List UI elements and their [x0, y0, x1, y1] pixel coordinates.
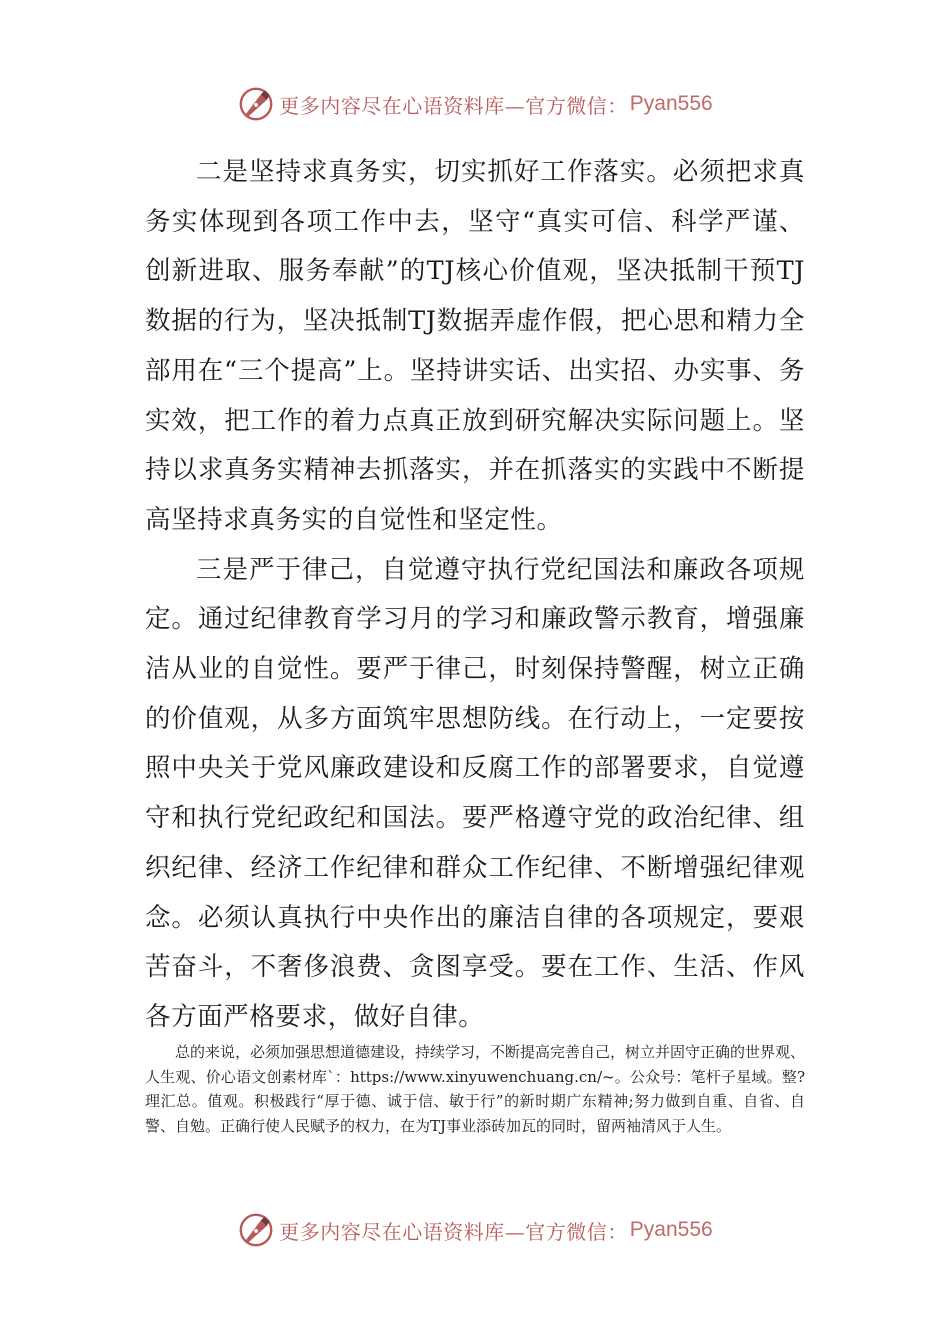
- paragraph-two: 二是坚持求真务实，切实抓好工作落实。必须把求真务实体现到各项工作中去，坚守“真实可信、科学严谨、创新进取、服务奉献”的TJ核心价值观，坚决抵制干预TJ数据的行为，坚决抵制TJ数据弄虚作假，把心思和精力全部用在“三个提高”上。坚持讲实话、出实招、办实事、务实效，把工作的着力点真正放到研究解决实际问题上。坚持以求真务实精神去抓落实，并在抓落实的实践中不断提高坚持求真务实的自觉性和坚定性。: [145, 157, 805, 535]
- footer-banner: [0, 1208, 950, 1252]
- pen-nib-logo-icon: [237, 85, 275, 123]
- header-banner: [0, 82, 950, 126]
- summary-paragraph: 总的来说，必须加强思想道德建设，持续学习，不断提高完善自己，树立并固守正确的世界观、人生观、价心语文创素材库`：https://www.xinyuwenchuang.cn/~。公众号：笔杆子星域。整?理汇总。值观。积极践行“厚于德、诚于信、敏于行”的新时期广东精神;努力做到自重、自省、自警、自勉。正确行使人民赋予的权力，在为TJ事业添砖加瓦的同时，留两袖清风于人生。: [145, 1043, 806, 1135]
- footer-banner-text: 更多内容尽在心语资料库—官方微信：: [279, 1219, 628, 1244]
- document-body: [145, 148, 805, 1043]
- paragraph-three: 三是严于律己，自觉遵守执行党纪国法和廉政各项规定。通过纪律教育学习月的学习和廉政警示教育，增强廉洁从业的自觉性。要严于律己，时刻保持警醒，树立正确的价值观，从多方面筑牢思想防线。在行动上，一定要按照中央关于党风廉政建设和反腐工作的部署要求，自觉遵守和执行党纪政纪和国法。要严格遵守党的政治纪律、组织纪律、经济工作纪律和群众工作纪律、不断增强纪律观念。必须认真执行中央作出的廉洁自律的各项规定，要艰苦奋斗，不奢侈浪费、贪图享受。要在工作、生活、作风各方面严格要求，做好自律。: [145, 554, 805, 1032]
- header-banner-text: 更多内容尽在心语资料库—官方微信：: [279, 93, 628, 118]
- header-wechat-id: Pyan556: [629, 92, 713, 115]
- pen-nib-logo-icon: [237, 1211, 275, 1249]
- footer-wechat-id: Pyan556: [629, 1218, 713, 1241]
